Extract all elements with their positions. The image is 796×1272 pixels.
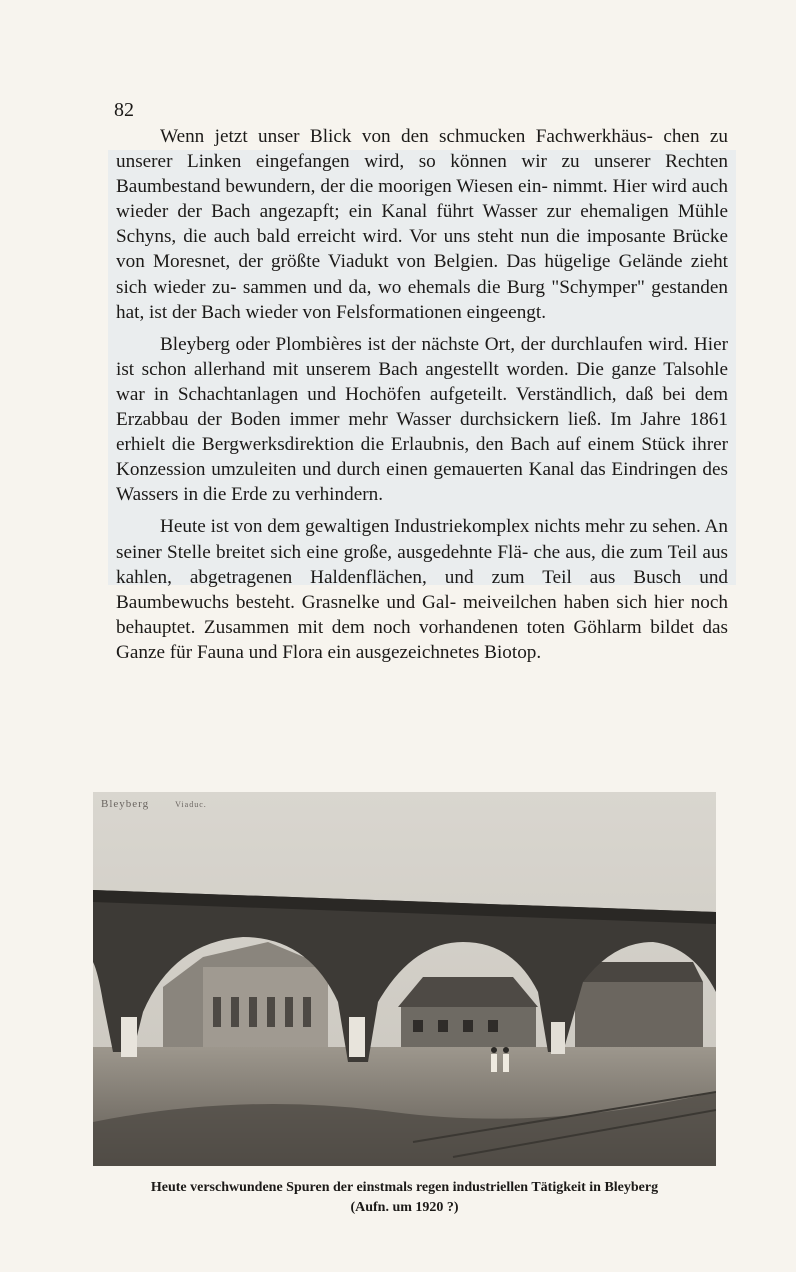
caption-line: (Aufn. um 1920 ?) [350, 1200, 459, 1215]
paragraph: Bleyberg oder Plombières ist der nächste Ort, der durchlaufen wird. Hier ist schon allerhand mit unserem Bach angestellt worden. Die ganze Talsohle war in Schachtanlagen und Hochöfen aufgeteilt. Verständlich, daß bei dem Erzabbau der Boden immer mehr Wasser durchsickern ließ. Im Jahre 1861 erhielt die Bergwerksdirektion die Erlaubnis, den Bach auf einem Stück ihrer Konzession umzuleiten und durch einen gemauerten Kanal das Eindringen des Wassers in die Erde zu verhindern. [116, 333, 729, 506]
paragraph: Heute ist von dem gewaltigen Industriekomplex nichts mehr zu sehen. An seiner Stelle breitet sich eine große, ausgedehnte Flä- che aus, die zum Teil aus kahlen, abgetragenen Haldenflächen, und zum Teil aus Busch und Baumbewuchs besteht. Grasnelke und Gal- meiveilchen haben sich hier noch behauptet. Zusammen mit dem noch vorhandenen toten Göhlarm bildet das Ganze für Fauna und Flora ein ausgezeichnetes Biotop. [116, 516, 729, 663]
caption-line: Heute verschwundene Spuren der einstmals regen industriellen Tätigkeit in Bleyberg [150, 1180, 659, 1195]
viaduct-illustration [93, 792, 716, 1166]
body-text [116, 124, 728, 672]
photo-caption [93, 1178, 716, 1218]
viaduct-photo [93, 792, 716, 1166]
farm-building [398, 977, 538, 1057]
right-building [573, 962, 703, 1052]
page-number: 82 [114, 99, 134, 121]
photo-label: Bleyberg Viaduc. [101, 798, 207, 810]
paragraph: Wenn jetzt unser Blick von den schmucken Fachwerkhäus- chen zu unserer Linken eingefangen wird, so können wir zu unserer Rechten Baumbestand bewundern, der die moorigen Wiesen ein- nimmt. Hier wird auch wieder der Bach angezapft; ein Kanal führt Wasser zur ehemaligen Mühle Schyns, die auch bald erreicht wird. Vor uns steht nun die imposante Brücke von Moresnet, der größte Viadukt von Belgien. Das hügelige Gelände zieht sich wieder zu- sammen und da, wo ehemals die Burg "Schymper" gestanden hat, ist der Bach wieder von Felsformationen eingeengt. [116, 126, 729, 323]
